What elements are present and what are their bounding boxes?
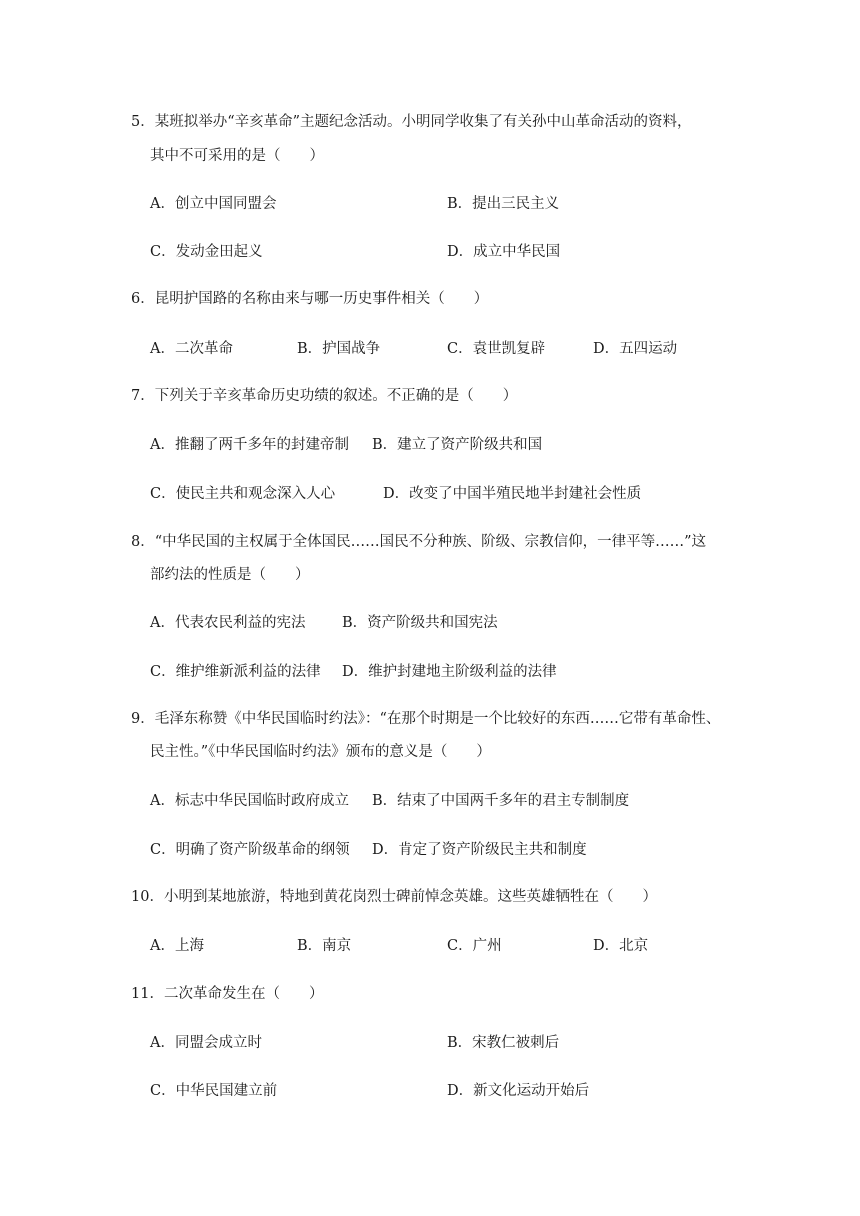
question-5-option-c: C．发动金田起义 (150, 244, 263, 260)
question-9-option-d: D．肯定了资产阶级民主共和制度 (372, 842, 587, 858)
question-11-option-a: A．同盟会成立时 (150, 1035, 262, 1051)
question-7-option-c: C．使民主共和观念深入人心 (150, 486, 336, 502)
question-8-option-b: B．资产阶级共和国宪法 (342, 615, 498, 631)
question-9-line1: 9．毛泽东称赞《中华民国临时约法》：“在那个时期是一个比较好的东西……它带有革命性、 (131, 711, 721, 727)
question-11-option-d: D．新文化运动开始后 (447, 1083, 590, 1099)
question-11-option-c: C．中华民国建立前 (150, 1083, 278, 1099)
question-8-option-c: C．维护维新派利益的法律 (150, 664, 321, 680)
question-10-option-c: C．广州 (447, 938, 502, 954)
question-7-option-b: B．建立了资产阶级共和国 (372, 437, 543, 453)
question-8-option-a: A．代表农民利益的宪法 (150, 615, 306, 631)
question-10-option-b: B．南京 (297, 938, 352, 954)
question-11-option-b: B．宋教仁被刺后 (447, 1035, 560, 1051)
question-6-option-d: D．五四运动 (593, 341, 678, 357)
question-11-line1: 11．二次革命发生在（ ） (131, 986, 324, 1002)
question-5-option-d: D．成立中华民国 (447, 244, 561, 260)
question-5-line1: 5．某班拟举办“辛亥革命”主题纪念活动。小明同学收集了有关孙中山革命活动的资料， (131, 114, 692, 130)
question-9-line2: 民主性。”《中华民国临时约法》颁布的意义是（ ） (150, 744, 491, 760)
question-8-line2: 部约法的性质是（ ） (150, 567, 310, 583)
question-6-option-c: C．袁世凯复辟 (447, 341, 546, 357)
question-5-option-b: B．提出三民主义 (447, 196, 560, 212)
question-6-option-b: B．护国战争 (297, 341, 381, 357)
question-9-option-b: B．结束了中国两千多年的君主专制制度 (372, 793, 630, 809)
question-7-option-a: A．推翻了两千多年的封建帝制 (150, 437, 349, 453)
question-8-line1: 8．“中华民国的主权属于全体国民……国民不分种族、阶级、宗教信仰，一律平等……”这 (131, 534, 707, 550)
question-10-line1: 10．小明到某地旅游，特地到黄花岗烈士碑前悼念英雄。这些英雄牺牲在（ ） (131, 889, 657, 905)
question-9-option-a: A．标志中华民国临时政府成立 (150, 793, 349, 809)
question-5-line2: 其中不可采用的是（ ） (150, 148, 324, 164)
question-10-option-a: A．上海 (150, 938, 204, 954)
question-7-option-d: D．改变了中国半殖民地半封建社会性质 (383, 486, 642, 502)
question-10-option-d: D．北京 (593, 938, 649, 954)
question-5-option-a: A．创立中国同盟会 (150, 196, 277, 212)
question-6-line1: 6．昆明护国路的名称由来与哪一历史事件相关（ ） (131, 291, 489, 307)
question-9-option-c: C．明确了资产阶级革命的纲领 (150, 842, 350, 858)
question-6-option-a: A．二次革命 (150, 341, 233, 357)
question-8-option-d: D．维护封建地主阶级利益的法律 (342, 664, 557, 680)
question-7-line1: 7．下列关于辛亥革命历史功绩的叙述。不正确的是（ ） (131, 388, 518, 404)
